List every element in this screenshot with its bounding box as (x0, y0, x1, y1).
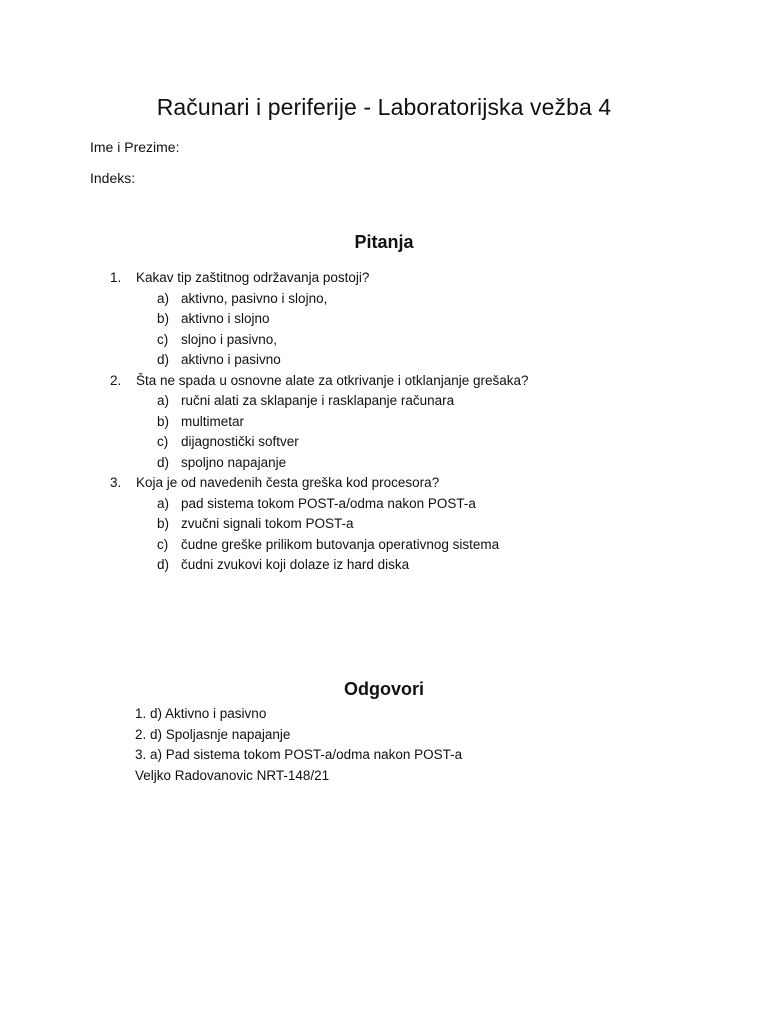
option-text: aktivno i slojno (181, 311, 270, 326)
option-text: pad sistema tokom POST-a/odma nakon POST-a (181, 495, 476, 511)
option-letter: b) (157, 311, 170, 326)
option-text: ručni alati za sklapanje i rasklapanje računara (181, 393, 455, 408)
answers-list (135, 704, 462, 786)
option-letter: c) (157, 331, 169, 347)
option-item (157, 514, 529, 535)
option-text: čudni zvukovi koji dolaze iz hard diska (181, 557, 410, 572)
option-text: aktivno i pasivno (181, 352, 281, 367)
options-list (110, 391, 529, 473)
option-text: spoljno napajanje (181, 454, 287, 470)
option-item (157, 494, 529, 515)
option-letter: c) (157, 434, 169, 449)
index-label: Indeks: (90, 170, 136, 186)
option-item (157, 330, 529, 351)
option-text: aktivno, pasivno i slojno, (181, 290, 328, 306)
question-text: Koja je od navedenih česta greška kod procesora? (136, 475, 440, 490)
option-letter: d) (157, 454, 170, 470)
answer-line: 2. d) Spoljasnje napajanje (135, 726, 291, 742)
answer-line: 3. a) Pad sistema tokom POST-a/odma nakon POST-a (135, 747, 463, 762)
question-number: 1. (110, 270, 122, 285)
question-item (110, 473, 529, 576)
options-list (110, 289, 529, 371)
option-item (157, 289, 529, 310)
name-label: Ime i Prezime: (90, 139, 180, 155)
question-item (110, 268, 529, 371)
option-letter: a) (157, 393, 170, 408)
question-text: Šta ne spada u osnovne alate za otkrivanje i otklanjanje grešaka? (136, 372, 529, 388)
option-item (157, 350, 529, 371)
answers-heading: Odgovori (344, 679, 424, 699)
option-text: slojno i pasivno, (181, 331, 278, 347)
option-letter: a) (157, 290, 170, 306)
option-text: multimetar (181, 413, 245, 429)
question-text: Kakav tip zaštitnog održavanja postoji? (136, 270, 370, 285)
answer-line: 1. d) Aktivno i pasivno (135, 706, 267, 721)
options-list (110, 494, 529, 576)
option-letter: b) (157, 516, 170, 531)
option-letter: b) (157, 413, 170, 429)
option-item (157, 391, 529, 412)
question-item (110, 371, 529, 474)
questions-list (110, 268, 529, 576)
option-letter: a) (157, 495, 170, 511)
option-letter: c) (157, 536, 169, 552)
document-title: Računari i periferije - Laboratorijska vežba 4 (156, 94, 612, 120)
option-letter: d) (157, 352, 170, 367)
option-item (157, 535, 529, 556)
option-text: zvučni signali tokom POST-a (181, 516, 354, 531)
option-text: čudne greške prilikom butovanja operativnog sistema (181, 536, 500, 552)
author-line: Veljko Radovanovic NRT-148/21 (135, 767, 330, 783)
question-number: 2. (110, 372, 122, 388)
option-item (157, 412, 529, 433)
questions-heading: Pitanja (354, 232, 414, 252)
option-item (157, 453, 529, 474)
option-item (157, 309, 529, 330)
option-item (157, 555, 529, 576)
option-text: dijagnostički softver (181, 434, 299, 449)
question-number: 3. (110, 475, 122, 490)
option-letter: d) (157, 557, 170, 572)
option-item (157, 432, 529, 453)
